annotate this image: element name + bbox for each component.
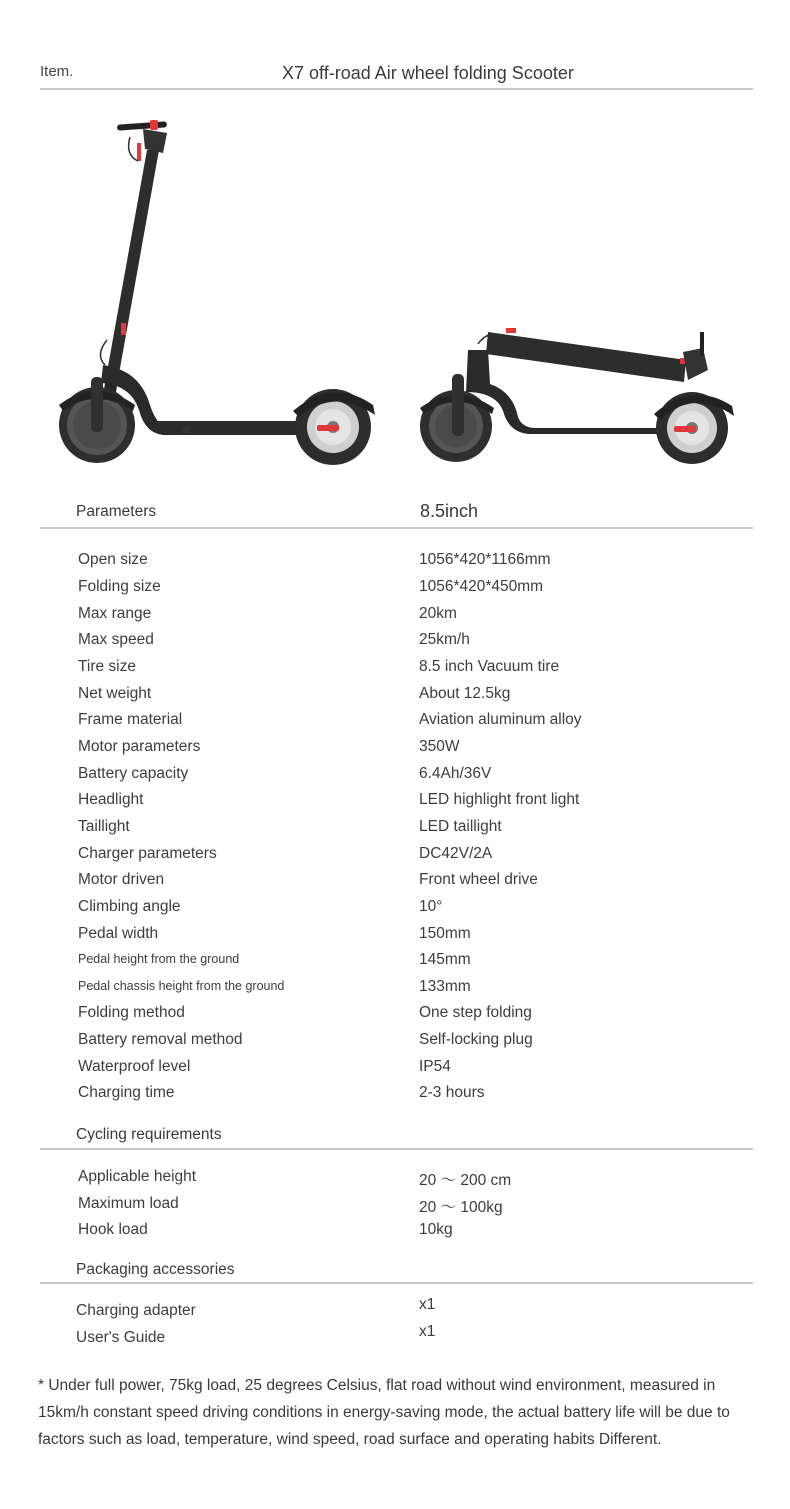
requirement-key: Hook load [78,1221,148,1238]
table-row [78,791,758,818]
table-row [78,871,758,898]
parameters-model: 8.5inch [420,501,479,521]
param-key: Net weight [78,685,152,702]
accessory-name: User's Guide [76,1329,166,1346]
table-row [78,685,758,712]
param-value: 25km/h [419,631,470,648]
param-key: Charging time [78,1084,175,1101]
packaging-accessories-divider [40,1282,753,1284]
param-key: Climbing angle [78,898,181,915]
requirement-value: 10kg [419,1221,453,1238]
param-key: Motor driven [78,871,165,888]
packaging-accessories-heading: Packaging accessories [76,1261,235,1278]
param-value: One step folding [419,1004,532,1021]
param-key: Folding method [78,1004,185,1021]
requirement-value: 20 ～ 200 cm [419,1172,512,1189]
table-row [78,658,758,685]
param-value: Self-locking plug [419,1031,533,1048]
table-row [78,1195,758,1222]
table-row [78,631,758,658]
param-key: Battery capacity [78,765,189,782]
table-row [78,1031,758,1058]
requirement-value: 20 ～ 100kg [419,1199,503,1216]
table-row [78,1221,758,1248]
param-key: Open size [78,551,148,568]
cycling-requirements-heading: Cycling requirements [76,1126,222,1143]
table-row [78,898,758,925]
param-value: 145mm [419,951,471,968]
parameters-heading: Parameters [76,503,157,520]
header-divider [40,88,753,90]
accessory-qty: x1 [419,1323,436,1340]
param-value: LED highlight front light [419,791,580,808]
param-value: Aviation aluminum alloy [419,711,582,728]
param-value: 150mm [419,925,471,942]
param-key: Pedal chassis height from the ground [78,979,285,993]
param-value: 133mm [419,978,471,995]
param-key: Max range [78,605,152,622]
table-row [78,551,758,578]
cycling-requirements-divider [40,1148,753,1150]
table-row [78,951,758,978]
table-row [78,978,758,1005]
param-value: LED taillight [419,818,502,835]
accessory-qty: x1 [419,1296,436,1313]
table-row [78,1084,758,1111]
param-value: 350W [419,738,460,755]
table-row [78,1058,758,1085]
param-key: Pedal height from the ground [78,952,240,966]
table-row [76,1296,756,1329]
table-row [78,711,758,738]
param-key: Taillight [78,818,130,835]
param-value: 6.4Ah/36V [419,765,492,782]
param-value: Front wheel drive [419,871,538,888]
scooter-unfolded-image [55,115,385,470]
table-row [78,605,758,632]
scooter-folded-image [418,322,740,467]
param-key: Headlight [78,791,144,808]
accessory-name: Charging adapter [76,1302,196,1319]
param-value: 1056*420*450mm [419,578,544,595]
requirement-key: Applicable height [78,1168,197,1185]
param-value: 2-3 hours [419,1084,485,1101]
param-key: Battery removal method [78,1031,243,1048]
param-value: 20km [419,605,457,622]
requirement-key: Maximum load [78,1195,179,1212]
param-key: Max speed [78,631,154,648]
table-row [78,765,758,792]
param-key: Folding size [78,578,161,595]
param-value: 8.5 inch Vacuum tire [419,658,560,675]
parameters-divider [40,527,753,529]
param-value: IP54 [419,1058,451,1075]
table-row [78,1004,758,1031]
param-key: Pedal width [78,925,159,942]
item-label: Item. [40,63,74,80]
param-value: About 12.5kg [419,685,511,702]
param-value: 10° [419,898,443,915]
table-row [78,925,758,952]
table-row [78,845,758,872]
param-key: Charger parameters [78,845,217,862]
param-key: Waterproof level [78,1058,191,1075]
table-row [78,1168,758,1195]
table-row [78,578,758,605]
param-value: DC42V/2A [419,845,493,862]
param-value: 1056*420*1166mm [419,551,551,568]
page-title: X7 off-road Air wheel folding Scooter [282,63,574,83]
table-row [78,818,758,845]
param-key: Frame material [78,711,183,728]
footnote: * Under full power, 75kg load, 25 degrees Celsius, flat road without wind environment, measured in 15km/h constant speed driving conditions in energy-saving mode, the actual battery life will be due to factors such as load, temperature, wind speed, road surface and operating habits Different. [38,1377,730,1448]
table-row [78,738,758,765]
param-key: Motor parameters [78,738,201,755]
param-key: Tire size [78,658,136,675]
table-row [76,1323,756,1356]
